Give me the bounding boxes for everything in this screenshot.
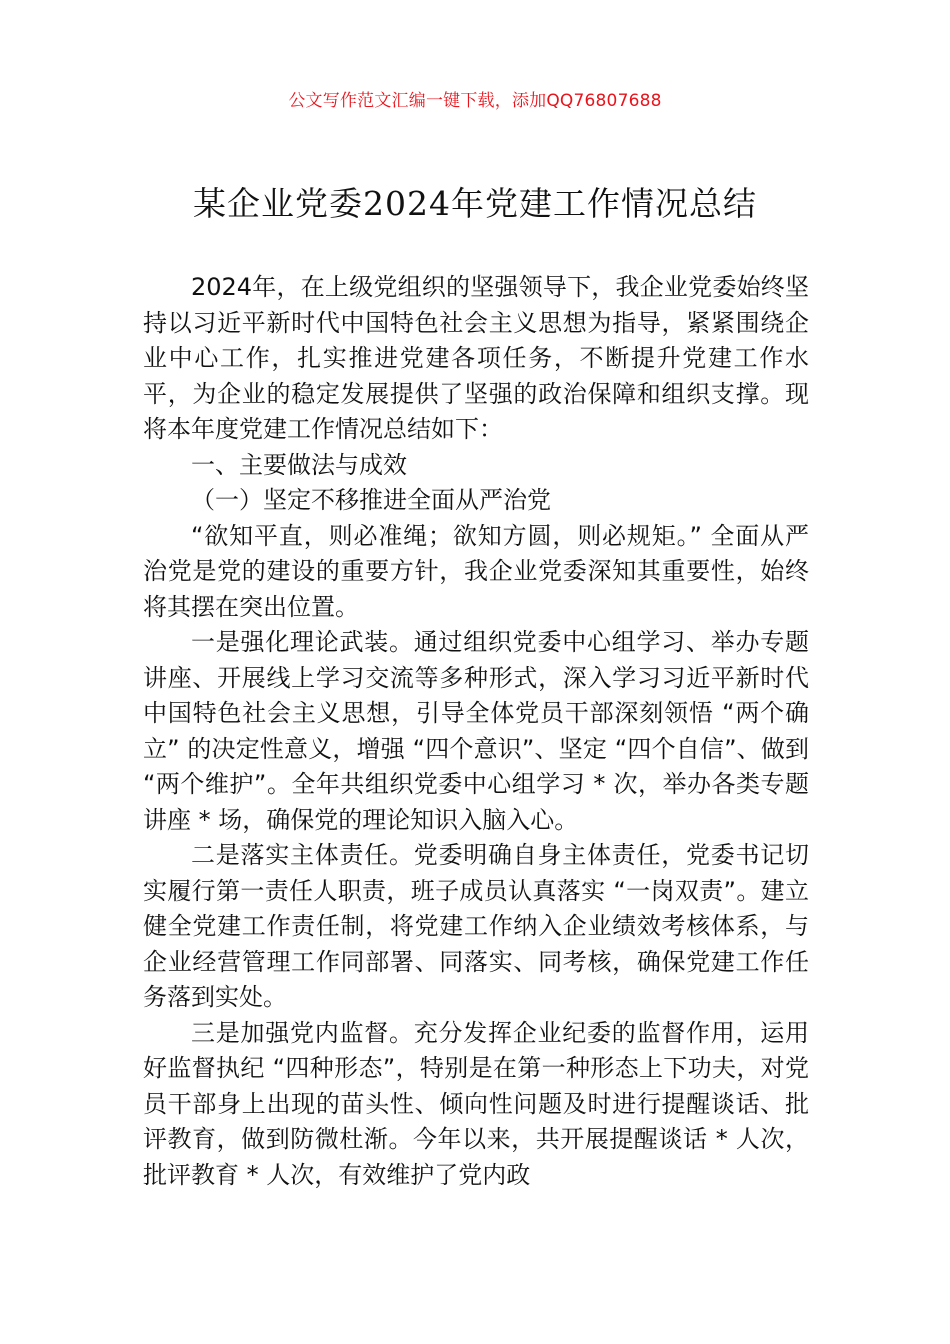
intro-paragraph: 2024年，在上级党组织的坚强领导下，我企业党委始终坚持以习近平新时代中国特色社会主义思想为指导，紧紧围绕企业中心工作，扎实推进党建各项任务，不断提升党建工作水平，为企业的稳定发展提供了坚强的政治保障和组织支撑。现将本年度党建工作情况总结如下： [143,273,809,443]
subsection-heading: （一）坚定不移推进全面从严治党 [191,486,551,514]
body-paragraph: 三是加强党内监督。充分发挥企业纪委的监督作用，运用好监督执纪 “四种形态”，特别是在第一种形态上下功夫，对党员干部身上出现的苗头性、倾向性问题及时进行提醒谈话、批评教育，做到防微杜渐。今年以来，共开展提醒谈话 * 人次，批评教育 * 人次，有效维护了党内政 [143,1018,809,1189]
document-title: 某企业党委2024年党建工作情况总结 [193,184,757,223]
section-heading: 一、主要做法与成效 [191,450,407,479]
download-notice: 公文写作范文汇编一键下载，添加QQ76807688 [288,91,662,111]
body-paragraph: 二是落实主体责任。党委明确自身主体责任，党委书记切实履行第一责任人职责，班子成员认真落实 “一岗双责”。建立健全党建工作责任制，将党建工作纳入企业绩效考核体系，与企业经营管理工作同部署、同落实、同考核，确保党建工作任务落到实处。 [143,841,809,1011]
document-body [143,270,809,1193]
body-paragraph: “欲知平直，则必准绳；欲知方圆，则必规矩。” 全面从严治党是党的建设的重要方针，我企业党委深知其重要性，始终将其摆在突出位置。 [143,521,809,621]
body-paragraph: 一是强化理论武装。通过组织党委中心组学习、举办专题讲座、开展线上学习交流等多种形式，深入学习习近平新时代中国特色社会主义思想，引导全体党员干部深刻领悟 “两个确立” 的决定性意义，增强 “四个意识”、坚定 “四个自信”、做到 “两个维护”。全年共组织党委中心组学习 * 次，举办各类专题讲座 * 场，确保党的理论知识入脑入心。 [143,628,809,834]
